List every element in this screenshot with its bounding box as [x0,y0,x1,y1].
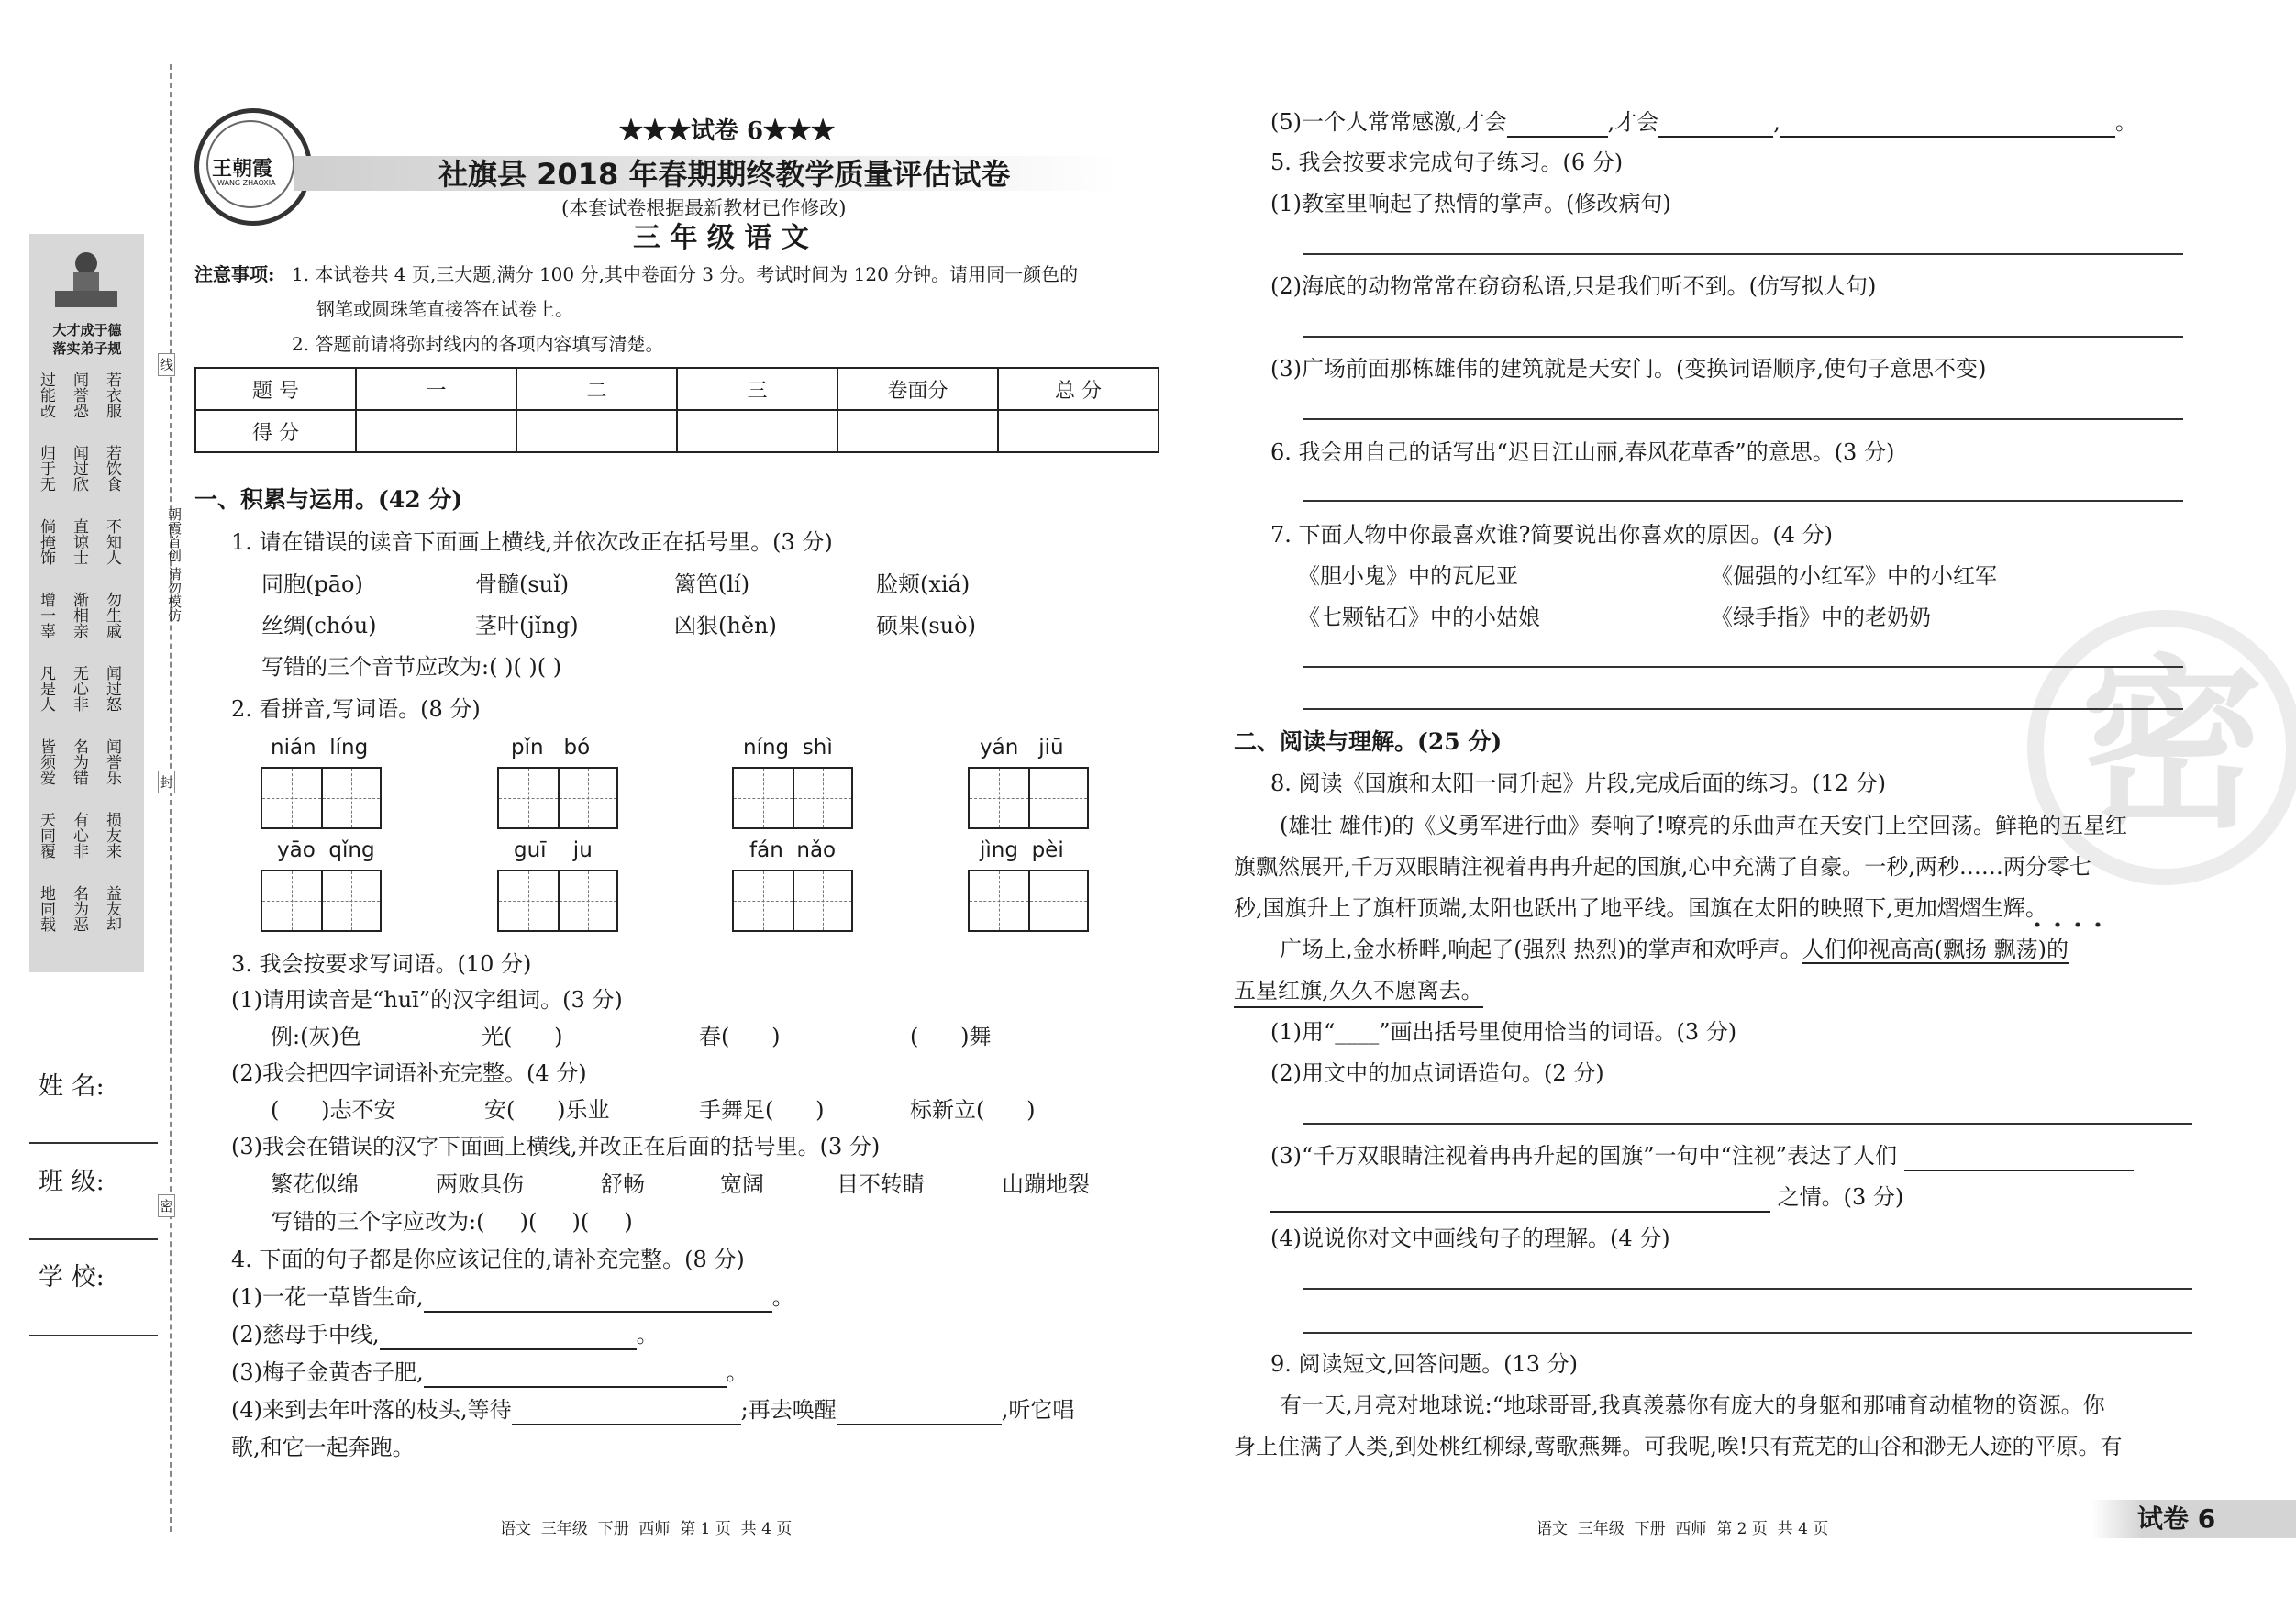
q7-option: 《倔强的小红军》中的小红军 [1711,563,1997,589]
score-cell[interactable] [837,410,998,452]
q5-s1: (1)教室里响起了热情的掌声。(修改病句) [1270,191,1671,216]
motto-col: 若饮食 [103,445,121,492]
q4-line-2-text: (2)慈母手中线, [231,1322,380,1347]
tianzige-box[interactable] [261,870,382,932]
q8-stem: 8. 阅读《国旗和太阳一同升起》片段,完成后面的练习。(12 分) [1270,771,1887,796]
binding-note: 朝霞首创 请勿模仿 [166,506,183,622]
q3-part3: (3)我会在错误的汉字下面画上横线,并改正在后面的括号里。(3 分) [231,1134,881,1159]
motto-col: 有心非 [70,812,88,859]
score-cell[interactable] [677,410,837,452]
motto-col: 若衣服 [103,372,121,418]
q2-stem: 2. 看拼音,写词语。(8 分) [231,696,481,722]
q4-5-text-c: , [1773,109,1780,135]
tianzige-box[interactable] [497,767,618,829]
q4-blank[interactable] [1780,114,2115,138]
q8-s4: (4)说说你对文中画线句子的理解。(4 分) [1270,1225,1670,1251]
q2-pinyin: yāo qǐng [277,838,375,862]
q8-passage-1c: 秒,国旗升上了旗杆顶端,太阳也跃出了地平线。国旗在太阳的映照下,更加熠熠生辉。 [1234,895,2047,921]
q8-s3 [1270,1140,2134,1171]
q4-end: 。 [2114,109,2137,135]
footer-left: 语文 三年级 下册 西师 第 1 页 共 4 页 [500,1520,793,1538]
motto-col: 勿生戚 [103,592,121,638]
score-cell[interactable] [998,410,1159,452]
answer-line[interactable] [1303,336,2183,338]
motto-columns [39,372,139,959]
q8-passage-1b: 旗飘然展开,千万双眼睛注视着冉冉升起的国旗,心中充满了自豪。一秒,两秒……两分零七 [1234,854,2091,880]
q4-line-3-text: (3)梅子金黄杏子肥, [231,1359,424,1385]
motto-sidebar [29,234,144,972]
q3-part2: (2)我会把四字词语补充完整。(4 分) [231,1060,587,1086]
motto-col: 闻誉乐 [103,738,121,785]
score-header-cell: 一 [356,368,516,410]
q4-line-4-text-b: ;再去唤醒 [740,1397,837,1423]
q4-line-3 [231,1357,749,1388]
name-label: 姓 名: [39,1072,105,1101]
q3-p3-item: 两败具伤 [436,1171,524,1197]
tianzige-box[interactable] [497,870,618,932]
motto-col: 渐相亲 [70,592,88,638]
watermark-seal [2027,610,2296,885]
q1-item: 脸颊(xiá) [876,571,971,597]
q3-p2-item: 安( )乐业 [484,1097,610,1123]
q1-item: 同胞(pāo) [261,571,363,597]
q4-line-4-text: (4)来到去年叶落的枝头,等待 [231,1397,512,1423]
q5-s2: (2)海底的动物常常在窃窃私语,只是我们听不到。(仿写拟人句) [1270,273,1877,299]
q3-p3-item: 目不转睛 [837,1171,925,1197]
q8-passage-2a: 广场上,金水桥畔,响起了(强烈 热烈)的掌声和欢呼声。 [1280,937,1802,962]
name-field[interactable] [29,1142,158,1144]
q3-fix: 写错的三个字应改为:( )( )( ) [271,1209,633,1235]
q1-item: 凶狠(hěn) [674,613,777,638]
score-table-row [195,410,1159,452]
q4-blank[interactable] [837,1402,1002,1425]
q3-p1-item: 春( ) [699,1024,781,1049]
q2-pinyin: jìng pèi [980,838,1064,862]
motto-col: 名为恶 [70,885,88,932]
q4-blank[interactable] [424,1289,772,1313]
q6-stem: 6. 我会用自己的话写出“迟日江山丽,春风花草香”的意思。(3 分) [1270,439,1895,465]
answer-line[interactable] [1303,666,2183,668]
q2-pinyin: pǐn bó [511,736,591,760]
q4-blank[interactable] [380,1326,637,1350]
q5-stem: 5. 我会按要求完成句子练习。(6 分) [1270,150,1624,175]
answer-line[interactable] [1303,1288,2192,1290]
tianzige-box[interactable] [732,870,853,932]
score-table [194,367,1159,453]
q4-blank[interactable] [424,1364,727,1388]
q4-line-1-text: (1)一花一草皆生命, [231,1284,424,1310]
binding-label-secret: 密 [158,1194,175,1217]
tianzige-box[interactable] [261,767,382,829]
q5-s3: (3)广场前面那栋雄伟的建筑就是天安门。(变换词语顺序,使句子意思不变) [1270,356,1987,382]
scholar-illustration [50,245,123,314]
q8-passage-2c: 五星红旗,久久不愿离去。 [1234,975,1483,1008]
q3-part1: (1)请用读音是“huī”的汉字组词。(3 分) [231,987,623,1013]
q4-line-4-cont: 歌,和它一起奔跑。 [231,1435,415,1460]
binding-dashed-line [170,64,172,1532]
motto-col: 不知人 [103,518,121,565]
binding-label-seal: 封 [158,771,175,793]
q1-item: 丝绸(chóu) [261,613,377,638]
q4-5-text-a: (5)一个人常常感激,才会 [1270,109,1507,135]
motto-col: 直谅士 [70,518,88,565]
school-label: 学 校: [39,1263,105,1292]
motto-col: 凡是人 [37,665,55,712]
q1-stem: 1. 请在错误的读音下面画上横线,并依次改正在括号里。(3 分) [231,529,833,555]
tianzige-box[interactable] [968,767,1089,829]
motto-col: 归于无 [37,445,55,492]
logo-subtext: WANG ZHAOXIA [217,179,276,187]
q7-option: 《七颗钻石》中的小姑娘 [1298,604,1540,630]
motto-line-1: 大才成于德 [52,322,122,338]
q8-passage-2 [1280,934,2069,965]
class-label: 班 级: [39,1168,105,1196]
score-cell[interactable] [516,410,677,452]
school-field[interactable] [29,1335,158,1336]
emphasis-dots [2027,922,2110,927]
q8-blank[interactable] [1904,1148,2134,1171]
score-header-cell: 二 [516,368,677,410]
motto-col: 无心非 [70,665,88,712]
motto-col: 过能改 [37,372,55,418]
q3-p1-item: 光( ) [482,1024,563,1049]
q2-pinyin: yán jiū [980,736,1064,760]
section-2-title: 二、阅读与理解。(25 分) [1234,728,1503,755]
q9-passage-1: 有一天,月亮对地球说:“地球哥哥,我真羡慕你有庞大的身躯和那哺育动植物的资源。你 [1280,1392,2105,1418]
q3-p3-item: 山蹦地裂 [1002,1171,1090,1197]
q8-s2: (2)用文中的加点词语造句。(2 分) [1270,1060,1604,1086]
motto-col: 地同载 [37,885,55,932]
score-table-header [195,368,1159,410]
motto-col: 闻誉恐 [70,372,88,418]
q8-passage-1a: (雄壮 雄伟)的《义勇军进行曲》奏响了!嘹亮的乐曲声在天安门上空回荡。鲜艳的五星红 [1280,813,2127,838]
q7-option: 《胆小鬼》中的瓦尼亚 [1298,563,1518,589]
score-header-cell: 三 [677,368,837,410]
notes-label: 注意事项: [194,263,275,285]
q8-blank[interactable] [1270,1189,1770,1213]
score-cell[interactable] [356,410,516,452]
q4-line-5 [1270,106,2137,138]
score-header-cell: 卷面分 [837,368,998,410]
q4-end: 。 [771,1284,794,1310]
motto-col: 损友来 [103,812,121,859]
q4-end: 。 [726,1359,749,1385]
logo-text: 王朝霞 [212,157,273,181]
motto-col: 天同覆 [37,812,55,859]
q2-pinyin: guī ju [514,838,593,862]
q1-item: 篱笆(lí) [674,571,750,597]
q4-blank[interactable] [512,1402,741,1425]
q9-passage-2: 身上住满了人类,到处桃红柳绿,莺歌燕舞。可我呢,唉!只有荒芜的山谷和渺无人迹的平原。有 [1234,1434,2123,1459]
score-row-label: 得 分 [195,410,356,452]
q4-blank[interactable] [1658,114,1773,138]
notes-line-3: 2. 答题前请将弥封线内的各项内容填写清楚。 [292,333,664,355]
q3-p3-item: 舒畅 [601,1171,645,1197]
section-1-title: 一、积累与运用。(42 分) [194,486,463,513]
q1-item: 硕果(suò) [876,613,976,638]
q1-item: 骨髓(suǐ) [475,571,570,597]
answer-line[interactable] [1303,253,2183,255]
tianzige-box[interactable] [968,870,1089,932]
q4-line-4-text-c: ,听它唱 [1001,1397,1075,1423]
watermark-text: 密 [2080,638,2265,853]
answer-line[interactable] [1303,1332,2192,1334]
answer-line[interactable] [1303,418,2183,420]
answer-line[interactable] [1303,1123,2192,1125]
motto-col: 闻过怒 [103,665,121,712]
score-header-cell: 总 分 [998,368,1159,410]
score-header-cell: 题 号 [195,368,356,410]
q4-5-text-b: ,才会 [1607,109,1659,135]
motto-col: 名为错 [70,738,88,785]
q2-pinyin: nián líng [271,736,369,760]
q3-p1-item: 例:(灰)色 [271,1024,361,1049]
q4-blank[interactable] [1507,114,1608,138]
q8-s3-text: (3)“千万双眼睛注视着冉冉升起的国旗”一句中“注视”表达了人们 [1270,1143,1898,1169]
q7-option: 《绿手指》中的老奶奶 [1711,604,1931,630]
motto-col: 增一辜 [37,592,55,638]
motto-col: 皆须爱 [37,738,55,785]
binding-label-line: 线 [158,353,175,376]
q3-p2-item: 手舞足( ) [699,1097,825,1123]
corner-tag: 试卷 6 [2137,1503,2216,1534]
exam-subject: 三 年 级 语 文 [633,222,809,254]
q9-stem: 9. 阅读短文,回答问题。(13 分) [1270,1351,1579,1377]
q7-stem: 7. 下面人物中你最喜欢谁?简要说出你喜欢的原因。(4 分) [1270,522,1834,548]
answer-line[interactable] [1303,500,2183,502]
q4-stem: 4. 下面的句子都是你应该记住的,请补充完整。(8 分) [231,1247,745,1272]
q8-s3-cont [1270,1181,1903,1213]
q3-p1-item: ( )舞 [910,1024,992,1049]
q4-end: 。 [636,1322,659,1347]
q1-fix: 写错的三个音节应改为:( )( )( ) [261,654,562,680]
motto-col: 闻过欣 [70,445,88,492]
q3-p3-item: 繁花似绵 [271,1171,359,1197]
q4-line-1 [231,1281,794,1313]
q3-p2-item: ( )忐不安 [271,1097,396,1123]
q2-pinyin: fán nǎo [749,838,837,862]
tianzige-box[interactable] [732,767,853,829]
q8-s1: (1)用“____”画出括号里使用恰当的词语。(3 分) [1270,1019,1737,1045]
q8-s3-text-b: 之情。(3 分) [1777,1184,1904,1210]
q2-pinyin: níng shì [743,736,833,760]
motto-col: 倘掩饰 [37,518,55,565]
paper-tag: ★★★试卷 6★★★ [619,117,836,145]
q3-p2-item: 标新立( ) [910,1097,1036,1123]
motto-col: 益友却 [103,885,121,932]
exam-subtitle: (本套试卷根据最新教材已作修改) [561,197,847,219]
q4-line-4 [231,1394,1074,1425]
q8-underlined: 人们仰视高高(飘扬 飘荡)的 [1802,937,2069,962]
q4-line-2 [231,1319,659,1350]
footer-right: 语文 三年级 下册 西师 第 2 页 共 4 页 [1536,1520,1829,1538]
motto-line-2: 落实弟子规 [52,340,122,357]
answer-line[interactable] [1303,708,2183,710]
notes-line-1: 1. 本试卷共 4 页,三大题,满分 100 分,其中卷面分 3 分。考试时间为 120 分钟。请用同一颜色的 [292,263,1079,285]
q3-stem: 3. 我会按要求写词语。(10 分) [231,951,532,977]
class-field[interactable] [29,1238,158,1240]
q1-item: 茎叶(jǐng) [475,613,579,638]
exam-title: 社旗县 2018 年春期期终教学质量评估试卷 [438,157,1011,192]
q3-p3-item: 宽阔 [720,1171,764,1197]
notes-line-2: 钢笔或圆珠笔直接答在试卷上。 [316,298,573,320]
